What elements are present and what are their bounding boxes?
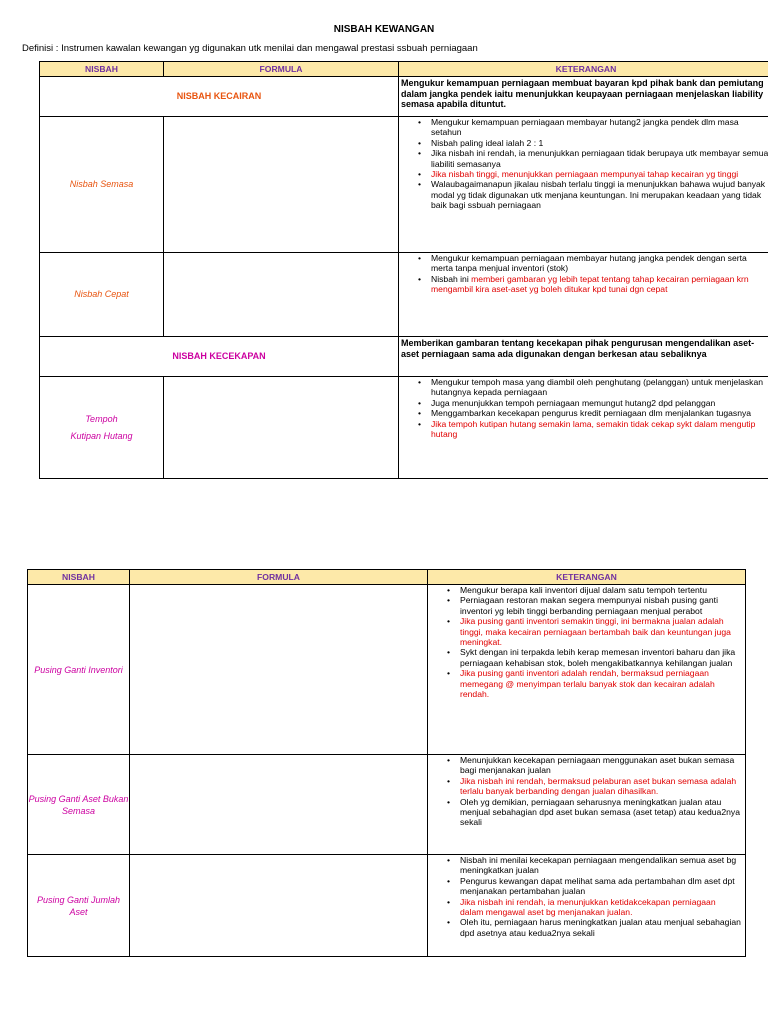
list-item: • Nisbah paling ideal ialah 2 : 1 [399,138,768,148]
bullet-prefix: Nisbah ini [431,273,472,284]
description-cell [399,117,768,253]
list-item: • Oleh itu, perniagaan harus meningkatkan jualan atau menjual sebahagian dpd asetnya atau kedua2nya sekali [428,917,741,938]
list-item: • Mengukur kemampuan perniagaan membayar hutang jangka pendek dengan serta merta tanpa menjual inventori (stok) [399,253,768,274]
formula-cell [130,585,428,755]
header-nisbah: NISBAH [40,62,164,77]
bullet-list [428,585,745,701]
description-cell [428,585,746,755]
list-item: • Perniagaan restoran makan segera mempunyai nisbah pusing ganti inventori yg lebih tinggi berbanding perniagaan menjual perabot [428,595,741,616]
section-row-kecairan [40,77,768,117]
list-item: • Juga menunjukkan tempoh perniagaan memungut hutang2 dpd pelanggan [399,398,768,408]
ratio-table-1 [39,61,768,479]
list-item: • Jika nisbah ini rendah, ia menunjukkan perniagaan tidak berupaya utk membayar semua liabiliti semasanya [399,148,768,169]
description-cell [399,253,768,337]
list-item: • Jika nisbah tinggi, menunjukkan perniagaan mempunyai tahap kecairan yg tinggi [399,169,768,179]
ratio-name-line2: Kutipan Hutang [70,430,133,441]
bullet-list [399,377,768,441]
ratio-name: Pusing Ganti Inventori [28,585,130,755]
header-nisbah: NISBAH [28,570,130,585]
list-item: • Jika pusing ganti inventori adalah rendah, bermaksud perniagaan memegang @ menyimpan terlalu banyak stok dan kecairan adalah rendah. [428,668,741,699]
table-header-row [40,62,768,77]
ratio-name: Nisbah Semasa [40,117,164,253]
list-item: • Menunjukkan kecekapan perniagaan menggunakan aset bukan semasa bagi menjanakan jualan [428,755,741,776]
ratio-name: Pusing Ganti Aset Bukan Semasa [28,755,130,855]
table-row [40,377,768,479]
header-keterangan: KETERANGAN [399,62,768,77]
bullet-list [399,117,768,213]
list-item: • Jika tempoh kutipan hutang semakin lama, semakin tidak cekap sykt dalam mengutip hutang [399,419,768,440]
list-item: • Jika nisbah ini rendah, ia menunjukkan ketidakcekapan perniagaan dalam mengawal aset bg menjanakan jualan. [428,897,741,918]
section-row-kecekapan [40,337,768,377]
list-item: • Mengukur berapa kali inventori dijual dalam satu tempoh tertentu [428,585,741,595]
ratio-name: Pusing Ganti Jumlah Aset [28,855,130,957]
list-item [399,274,768,295]
header-keterangan: KETERANGAN [428,570,746,585]
list-item: • Jika nisbah ini rendah, bermaksud pelaburan aset bukan semasa adalah terlalu banyak berbanding dengan jualan dihasilkan. [428,776,741,797]
ratio-name [40,377,164,479]
header-formula: FORMULA [130,570,428,585]
section-label-kecekapan: NISBAH KECEKAPAN [40,337,399,377]
table-row [28,585,746,755]
bullet-highlight: memberi gambaran yg lebih tepat tentang tahap kecairan perniagaan krn mengambil kira aset-aset yg boleh ditukar kpd tunai dgn cepat [431,273,749,295]
table-row [28,755,746,855]
header-formula: FORMULA [164,62,399,77]
formula-cell [164,253,399,337]
bullet-list [399,253,768,297]
list-item: • Menggambarkan kecekapan pengurus kredit perniagaan dlm menjalankan tugasnya [399,408,768,418]
list-item: • Nisbah ini menilai kecekapan perniagaan mengendalikan semua aset bg meningkatkan jualan [428,855,741,876]
section-desc-kecairan: Mengukur kemampuan perniagaan membuat bayaran kpd pihak bank dan pemiutang dalam jangka pendek iaitu menunjukkan keupayaan perniagaan menjelaskan liability semasa apabila dituntut. [399,77,768,117]
section-label-kecairan: NISBAH KECAIRAN [40,77,399,117]
bullet-list [428,855,745,940]
description-cell [428,855,746,957]
definition-text: Definisi : Instrumen kawalan kewangan yg digunakan utk menilai dan mengawal prestasi ssbuah perniagaan [22,43,478,54]
list-item: • Mengukur kemampuan perniagaan membayar hutang2 jangka pendek dlm masa setahun [399,117,768,138]
table-row [28,855,746,957]
list-item: • Jika pusing ganti inventori semakin tinggi, ini bermakna jualan adalah tinggi, maka kecairan perniagaan bertambah baik dan keuntungan juga meningkat. [428,616,741,647]
description-cell [428,755,746,855]
formula-cell [130,755,428,855]
page-title: NISBAH KEWANGAN [333,24,435,35]
table-row [40,253,768,337]
list-item: • Sykt dengan ini terpakda lebih kerap memesan inventori baharu dan jika perniagaan kehabisan stok, boleh mengakibatkannya kehilangan jualan [428,647,741,668]
ratio-name: Nisbah Cepat [40,253,164,337]
description-cell [399,377,768,479]
list-item: • Mengukur tempoh masa yang diambil oleh penghutang (pelanggan) untuk menjelaskan hutangnya kepada perniagaan [399,377,768,398]
formula-cell [164,377,399,479]
list-item: • Pengurus kewangan dapat melihat sama ada pertambahan dlm aset dpt menjanakan pertambahan jualan [428,876,741,897]
bullet-list [428,755,745,830]
ratio-name-line1: Tempoh [85,413,118,424]
formula-cell [164,117,399,253]
table-row [40,117,768,253]
section-desc-kecekapan: Memberikan gambaran tentang kecekapan pihak pengurusan mengendalikan aset-aset perniagaan sama ada digunakan dengan berkesan atau sebaliknya [399,337,768,377]
list-item: • Oleh yg demikian, perniagaan seharusnya meningkatkan jualan atau menjual sebahagian dpd aset bukan semasa (aset tetap) atau kedua2nya sekali [428,797,741,828]
formula-cell [130,855,428,957]
table-header-row [28,570,746,585]
list-item: • Walaubagaimanapun jikalau nisbah terlalu tinggi ia menunjukkan bahawa wujud banyak modal yg tidak digunakan utk menjana keuntungan. Ini merupakan keadaan yang tidak baik bagi ssbuah perniagaan [399,179,768,210]
ratio-table-2 [27,569,746,957]
